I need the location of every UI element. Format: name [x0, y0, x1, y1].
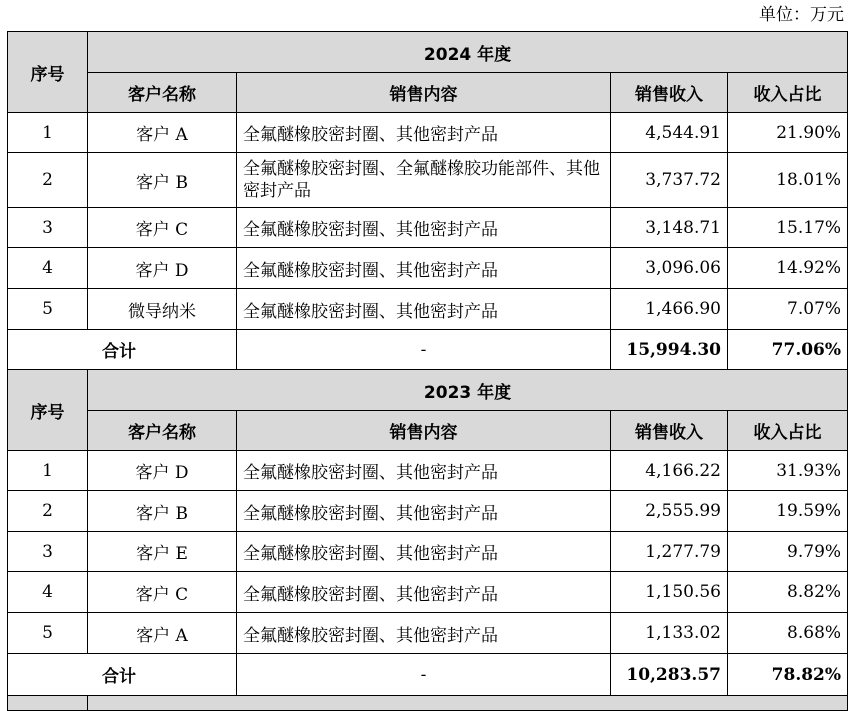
- total-share: 77.06%: [728, 330, 848, 370]
- next-section-header-row: [8, 696, 848, 711]
- row-share: 31.93%: [728, 451, 848, 491]
- customer-header: 客户名称: [88, 411, 237, 451]
- row-customer: 微导纳米: [88, 289, 237, 330]
- total-label: 合计: [8, 330, 237, 370]
- total-content: -: [237, 330, 611, 370]
- total-label: 合计: [8, 654, 237, 696]
- seq-header: 序号: [8, 32, 88, 113]
- next-seq-header: [8, 696, 88, 711]
- row-share: 8.68%: [728, 613, 848, 654]
- row-no: 4: [8, 572, 88, 613]
- table-row: [8, 491, 848, 532]
- row-revenue: 1,150.56: [611, 572, 728, 613]
- table-row: [8, 532, 848, 572]
- row-no: 1: [8, 113, 88, 153]
- table-row: [8, 153, 848, 208]
- row-customer: 客户 A: [88, 613, 237, 654]
- customer-header: 客户名称: [88, 73, 237, 113]
- column-header-row: [8, 73, 848, 113]
- row-content: 全氟醚橡胶密封圈、其他密封产品: [237, 289, 611, 330]
- row-content: 全氟醚橡胶密封圈、其他密封产品: [237, 572, 611, 613]
- row-content: 全氟醚橡胶密封圈、其他密封产品: [237, 532, 611, 572]
- row-no: 5: [8, 613, 88, 654]
- table-row: [8, 208, 848, 248]
- row-content: 全氟醚橡胶密封圈、其他密封产品: [237, 113, 611, 153]
- table-row: [8, 289, 848, 330]
- row-share: 9.79%: [728, 532, 848, 572]
- row-no: 1: [8, 451, 88, 491]
- row-share: 7.07%: [728, 289, 848, 330]
- row-no: 3: [8, 208, 88, 248]
- table-row: [8, 248, 848, 289]
- row-revenue: 3,737.72: [611, 153, 728, 208]
- top-customers-table: [7, 31, 848, 711]
- row-customer: 客户 C: [88, 572, 237, 613]
- table-row: [8, 451, 848, 491]
- row-customer: 客户 D: [88, 451, 237, 491]
- revenue-header: 销售收入: [611, 73, 728, 113]
- row-share: 19.59%: [728, 491, 848, 532]
- section-header-row: [8, 32, 848, 73]
- row-content: 全氟醚橡胶密封圈、其他密封产品: [237, 451, 611, 491]
- total-revenue: 15,994.30: [611, 330, 728, 370]
- content-header: 销售内容: [237, 73, 611, 113]
- row-content: 全氟醚橡胶密封圈、其他密封产品: [237, 613, 611, 654]
- row-revenue: 3,096.06: [611, 248, 728, 289]
- row-revenue: 3,148.71: [611, 208, 728, 248]
- table-row: [8, 113, 848, 153]
- seq-header: 序号: [8, 370, 88, 451]
- row-no: 2: [8, 491, 88, 532]
- year-header: 2024 年度: [88, 32, 848, 73]
- row-content: 全氟醚橡胶密封圈、其他密封产品: [237, 208, 611, 248]
- table-row: [8, 572, 848, 613]
- content-header: 销售内容: [237, 411, 611, 451]
- row-revenue: 4,166.22: [611, 451, 728, 491]
- row-share: 18.01%: [728, 153, 848, 208]
- row-no: 2: [8, 153, 88, 208]
- total-row: [8, 330, 848, 370]
- revenue-header: 销售收入: [611, 411, 728, 451]
- table-row: [8, 613, 848, 654]
- row-revenue: 2,555.99: [611, 491, 728, 532]
- row-revenue: 1,133.02: [611, 613, 728, 654]
- row-customer: 客户 B: [88, 491, 237, 532]
- row-share: 15.17%: [728, 208, 848, 248]
- row-no: 3: [8, 532, 88, 572]
- row-share: 21.90%: [728, 113, 848, 153]
- row-share: 14.92%: [728, 248, 848, 289]
- row-customer: 客户 A: [88, 113, 237, 153]
- share-header: 收入占比: [728, 73, 848, 113]
- section-header-row: [8, 370, 848, 411]
- total-share: 78.82%: [728, 654, 848, 696]
- row-revenue: 1,277.79: [611, 532, 728, 572]
- row-customer: 客户 D: [88, 248, 237, 289]
- total-content: -: [237, 654, 611, 696]
- total-revenue: 10,283.57: [611, 654, 728, 696]
- row-customer: 客户 C: [88, 208, 237, 248]
- row-share: 8.82%: [728, 572, 848, 613]
- row-content: 全氟醚橡胶密封圈、其他密封产品: [237, 248, 611, 289]
- row-content: 全氟醚橡胶密封圈、全氟醚橡胶功能部件、其他密封产品: [237, 153, 611, 208]
- total-row: [8, 654, 848, 696]
- next-year-header: [88, 696, 848, 711]
- row-no: 4: [8, 248, 88, 289]
- year-header: 2023 年度: [88, 370, 848, 411]
- share-header: 收入占比: [728, 411, 848, 451]
- row-revenue: 4,544.91: [611, 113, 728, 153]
- row-customer: 客户 B: [88, 153, 237, 208]
- unit-label: 单位：万元: [759, 5, 844, 25]
- row-revenue: 1,466.90: [611, 289, 728, 330]
- row-no: 5: [8, 289, 88, 330]
- column-header-row: [8, 411, 848, 451]
- row-content: 全氟醚橡胶密封圈、其他密封产品: [237, 491, 611, 532]
- row-customer: 客户 E: [88, 532, 237, 572]
